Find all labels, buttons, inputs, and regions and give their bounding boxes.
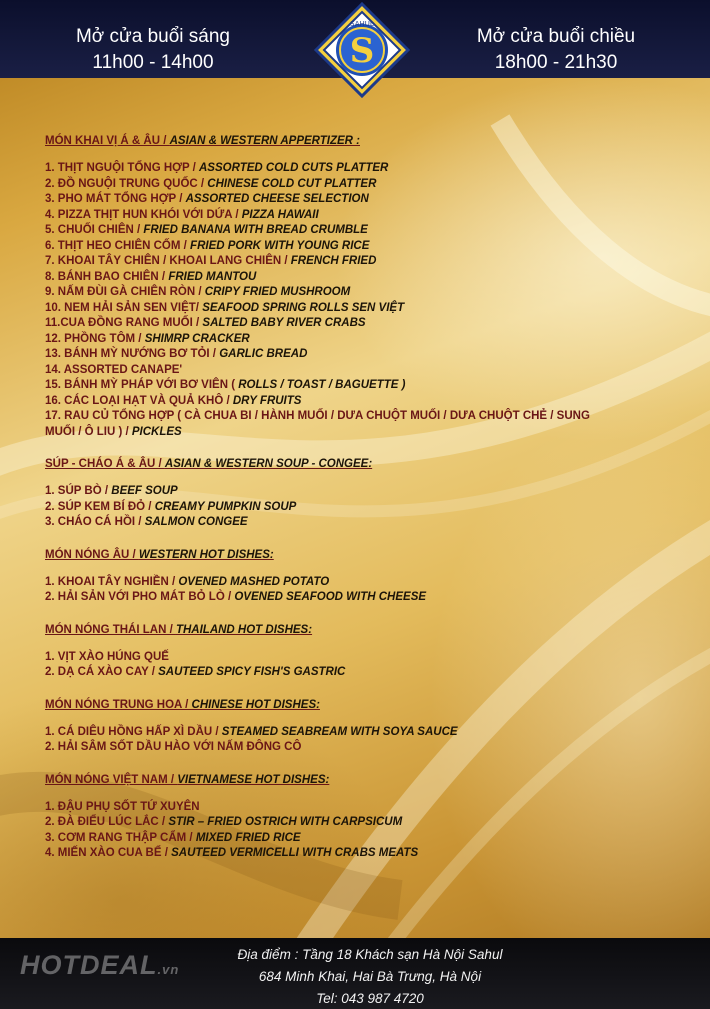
- menu-item-en: CRIPY FRIED MUSHROOM: [204, 286, 351, 298]
- menu-item: [45, 515, 685, 531]
- menu-item-vi: 3. PHO MÁT TỔNG HỢP /: [45, 193, 186, 205]
- section-title-en: CHINESE HOT DISHES:: [191, 698, 320, 711]
- morning-hours-block: [33, 24, 273, 76]
- footer-bar: [0, 938, 710, 1009]
- watermark-text: HOTDEAL: [20, 950, 158, 980]
- menu-item-vi: 3. CƠM RANG THẬP CẨM /: [45, 831, 196, 844]
- menu-item-vi: 1. KHOAI TÂY NGHIỀN /: [45, 575, 179, 588]
- menu-item-vi: 1. THỊT NGUỘI TỔNG HỢP /: [45, 162, 199, 174]
- menu-item-en: DRY FRUITS: [232, 394, 302, 407]
- menu-item-en: SALTED BABY RIVER CRABS: [202, 317, 366, 329]
- menu-item: [45, 161, 685, 177]
- menu-item-en: SAUTEED VERMICELLI WITH CRABS MEATS: [171, 847, 419, 859]
- menu-item-vi: 7. KHOAI TÂY CHIÊN / KHOAI LANG CHIÊN /: [45, 255, 291, 267]
- menu-item-list: [45, 650, 685, 681]
- menu-item: [45, 378, 685, 394]
- menu-item: [45, 394, 685, 410]
- menu-item-vi: 13. BÁNH MỲ NƯỚNG BƠ TỎI /: [45, 348, 220, 360]
- menu-item: [45, 846, 685, 862]
- section-title-vi: MÓN NÓNG THÁI LAN /: [45, 623, 176, 636]
- menu-item-vi: 15. BÁNH MỲ PHÁP VỚI BƠ VIÊN (: [45, 379, 239, 391]
- menu-item-en: FRIED BANANA WITH BREAD CRUMBLE: [143, 224, 368, 236]
- menu-item: [45, 484, 685, 500]
- header-bar: [0, 0, 710, 78]
- menu-item-vi: 1. VỊT XÀO HÚNG QUẾ: [45, 650, 169, 663]
- menu-item-vi: 2. ĐÀ ĐIỂU LÚC LẮC /: [45, 816, 169, 828]
- menu-item: [45, 500, 685, 516]
- menu-item-en: OVENED SEAFOOD WITH CHEESE: [234, 591, 427, 603]
- morning-title: Mở cửa buổi sáng: [75, 26, 231, 47]
- logo-letter: S: [349, 31, 375, 71]
- menu-item-vi: 16. CÁC LOẠI HẠT VÀ QUẢ KHÔ /: [45, 394, 233, 407]
- menu-item-list: [45, 161, 685, 440]
- section-title: [45, 772, 685, 788]
- menu-item: [45, 301, 685, 317]
- menu-item: [45, 800, 685, 816]
- menu-item: [45, 270, 685, 286]
- menu-item: [45, 239, 685, 255]
- logo-text: SAHUL: [350, 20, 374, 28]
- menu-item: [45, 223, 685, 239]
- evening-title: Mở cửa buổi chiều: [476, 26, 636, 47]
- section-title-en: THAILAND HOT DISHES:: [175, 623, 313, 636]
- menu-item: [45, 192, 685, 208]
- menu-item-en: STEAMED SEABREAM WITH SOYA SAUCE: [221, 725, 458, 738]
- menu-item-en: FRIED PORK WITH YOUNG RICE: [190, 239, 370, 252]
- menu-item-en: FRIED MANTOU: [168, 270, 257, 283]
- evening-hours: 18h00 - 21h30: [494, 52, 618, 73]
- menu-item: [45, 208, 685, 224]
- menu-item-vi: 2. HẢI SẢN VỚI PHO MÁT BỎ LÒ /: [45, 591, 235, 603]
- menu-item-en: ASSORTED COLD CUTS PLATTER: [199, 162, 389, 174]
- menu-item-vi: 1. ĐẬU PHỤ SỐT TỨ XUYÊN: [45, 800, 200, 813]
- menu-item-en: FRENCH FRIED: [290, 255, 377, 267]
- menu-item: [45, 285, 685, 301]
- menu-item: [45, 177, 685, 193]
- section-title: [45, 622, 685, 638]
- menu-item-vi: 2. SÚP KEM BÍ ĐỎ /: [45, 500, 155, 513]
- menu-item-en: PICKLES: [131, 425, 182, 438]
- menu-item-vi: 12. PHỒNG TÔM /: [45, 332, 145, 345]
- menu-item-vi: 1. CÁ DIÊU HỒNG HẤP XÌ DẦU /: [45, 725, 222, 738]
- menu-item-en: OVENED MASHED POTATO: [178, 575, 330, 588]
- menu-item-en: SAUTEED SPICY FISH'S GASTRIC: [158, 666, 346, 678]
- section-title-vi: MÓN KHAI VỊ Á & ÂU /: [45, 135, 170, 147]
- watermark-suffix: .vn: [157, 962, 180, 977]
- menu-item: [45, 815, 685, 831]
- menu-item-vi: 4. MIẾN XÀO CUA BỂ /: [45, 847, 172, 859]
- section-title-vi: SÚP - CHÁO Á & ÂU /: [45, 458, 165, 470]
- menu-item-vi: 5. CHUỐI CHIÊN /: [45, 224, 144, 236]
- menu-item-vi: 3. CHÁO CÁ HỒI /: [45, 516, 145, 528]
- section-title: [45, 697, 685, 713]
- menu-item: [45, 409, 605, 440]
- menu-item-vi: 2. ĐỒ NGUỘI TRUNG QUỐC /: [45, 177, 208, 190]
- menu-item-vi: 2. HẢI SÂM SỐT DẦU HÀO VỚI NẤM ĐÔNG CÔ: [45, 741, 302, 753]
- menu-item-en: SEAFOOD SPRING ROLLS SEN VIỆT: [202, 301, 405, 314]
- section-title-en: VIETNAMESE HOT DISHES:: [177, 773, 330, 786]
- section-title-vi: MÓN NÓNG TRUNG HOA /: [45, 698, 192, 711]
- menu-item: [45, 332, 685, 348]
- menu-item-vi: 10. NEM HẢI SẢN SEN VIỆT/: [45, 301, 203, 314]
- menu-item-vi: 11.CUA ĐỒNG RANG MUỐI /: [45, 317, 203, 329]
- address-block: [180, 944, 560, 1009]
- menu-item-en: CREAMY PUMPKIN SOUP: [154, 500, 297, 513]
- menu-item-en: STIR – FRIED OSTRICH WITH CARPSICUM: [168, 816, 403, 828]
- address-line-1: Địa điểm : Tầng 18 Khách sạn Hà Nội Sahul: [237, 947, 503, 962]
- menu-item-vi: 4. PIZZA THỊT HUN KHÓI VỚI DỨA /: [45, 208, 242, 221]
- menu-sections: [45, 133, 685, 878]
- sahul-logo-icon: [312, 2, 412, 102]
- menu-item: [45, 316, 685, 332]
- menu-item: [45, 590, 685, 606]
- menu-item-vi: 1. SÚP BÒ /: [45, 485, 112, 497]
- menu-item-list: [45, 800, 685, 862]
- menu-item: [45, 740, 685, 756]
- menu-item-en: MIXED FRIED RICE: [195, 831, 301, 844]
- menu-item-en: CHINESE COLD CUT PLATTER: [207, 177, 377, 190]
- menu-item-vi: 8. BÁNH BAO CHIÊN /: [45, 270, 169, 283]
- menu-item-en: ROLLS / TOAST / BAGUETTE ): [238, 379, 406, 391]
- section-title: [45, 456, 685, 472]
- section-title-en: ASIAN & WESTERN SOUP - CONGEE:: [164, 458, 373, 470]
- menu-item-en: SHIMRP CRACKER: [144, 332, 250, 345]
- section-title: [45, 133, 685, 149]
- section-title-en: WESTERN HOT DISHES:: [138, 548, 274, 561]
- menu-item-vi: 9. NẤM ĐÙI GÀ CHIÊN RÒN /: [45, 286, 205, 298]
- menu-item: [45, 575, 685, 591]
- evening-hours-block: [436, 24, 676, 76]
- menu-item-list: [45, 484, 685, 531]
- menu-item-list: [45, 725, 685, 756]
- morning-hours: 11h00 - 14h00: [92, 52, 214, 73]
- hotdeal-watermark: [20, 950, 179, 981]
- menu-item-en: GARLIC BREAD: [219, 348, 308, 360]
- menu-item: [45, 254, 685, 270]
- section-title-vi: MÓN NÓNG VIỆT NAM /: [45, 773, 178, 786]
- menu-item-en: ASSORTED CHEESE SELECTION: [185, 193, 369, 205]
- menu-item-en: BEEF SOUP: [111, 485, 178, 497]
- menu-item-vi: 17. RAU CỦ TỔNG HỢP ( CÀ CHUA BI / HÀNH MUỐI / DƯA CHUỘT MUỐI / DƯA CHUỘT CHẺ / SUNG MUỐI / Ô LIU ) /: [45, 410, 590, 438]
- menu-item-vi: 6. THỊT HEO CHIÊN CỐM /: [45, 239, 191, 252]
- menu-item: [45, 831, 685, 847]
- menu-item-list: [45, 575, 685, 606]
- menu-item-en: PIZZA HAWAII: [241, 208, 319, 221]
- address-line-2: 684 Minh Khai, Hai Bà Trưng, Hà Nội: [258, 969, 482, 984]
- section-title-vi: MÓN NÓNG ÂU /: [45, 548, 139, 561]
- menu-item-vi: 2. DẠ CÁ XÀO CAY /: [45, 666, 159, 678]
- menu-item: [45, 347, 685, 363]
- phone-number: Tel: 043 987 4720: [316, 991, 424, 1006]
- menu-item: [45, 363, 685, 379]
- menu-item-en: SALMON CONGEE: [144, 516, 248, 528]
- menu-item: [45, 725, 685, 741]
- section-title-en: ASIAN & WESTERN APPERTIZER :: [169, 135, 360, 147]
- menu-item-vi: 14. ASSORTED CANAPE': [45, 363, 183, 376]
- menu-item: [45, 650, 685, 666]
- menu-item: [45, 665, 685, 681]
- section-title: [45, 547, 685, 563]
